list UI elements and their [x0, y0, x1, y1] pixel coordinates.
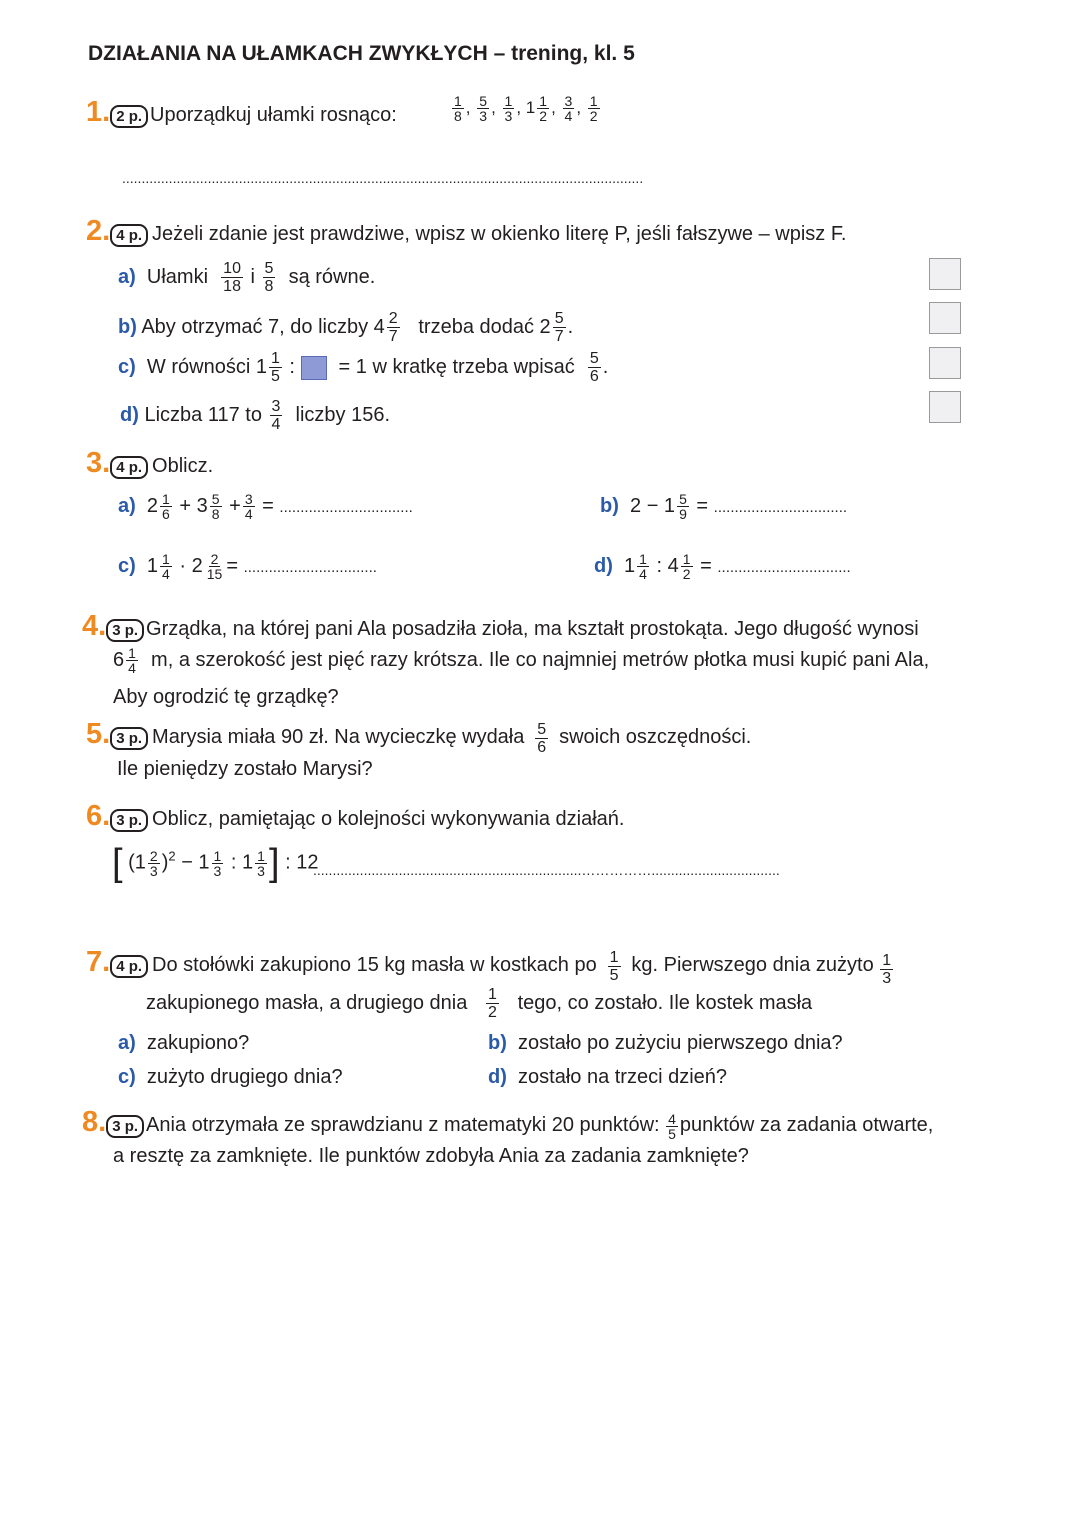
task-2	[86, 215, 846, 248]
fraction: $\frac{2}{7}$	[388, 310, 398, 345]
empty-square-box	[301, 356, 327, 380]
fraction: $\frac{5}{7}$	[554, 310, 564, 345]
fraction: $\frac{3}{4}$	[564, 93, 573, 124]
fraction: $\frac{4}{5}$	[668, 1111, 676, 1143]
fraction: $\frac{1}{5}$	[270, 350, 280, 385]
answer-box-b[interactable]	[929, 302, 961, 334]
fraction: $\frac{5}{8}$	[264, 260, 274, 295]
expression-d: d) 1 $\frac{1}{4}$ : 4 $\frac{1}{2}$ = ................................	[594, 551, 851, 582]
task-6	[86, 800, 624, 833]
task-3	[86, 447, 213, 480]
points-badge: 3 p.	[106, 619, 144, 642]
fraction: $\frac{5}{8}$	[211, 491, 220, 522]
task-text: Oblicz, pamiętając o kolejności wykonywania działań.	[152, 808, 625, 830]
fraction-list: $\frac{1}{8}$ , $\frac{5}{3}$ , $\frac{1}{3}$ , 1 $\frac{1}{2}$ , $\frac{3}{4}$ , $\frac{1}{2}$	[454, 93, 598, 124]
task-text: Grządka, na której pani Ala posadziła zioła, ma kształt prostokąta. Jego długość wynosi	[146, 618, 919, 640]
task-number: 4.	[82, 610, 107, 642]
question-d: d) zostało na trzeci dzień?	[488, 1066, 728, 1088]
answer-box-d[interactable]	[929, 391, 961, 423]
fraction: $\frac{5}{3}$	[479, 93, 488, 124]
fraction: $\frac{1}{5}$	[609, 949, 619, 985]
answer-line[interactable]: .....................................................................…………….................................	[313, 862, 780, 878]
answer-line[interactable]: ......................................................................................................................................	[122, 170, 644, 186]
fraction: $\frac{1}{4}$	[128, 645, 136, 676]
answer-dots[interactable]: ................................	[713, 498, 848, 516]
answer-box-a[interactable]	[929, 258, 961, 290]
task-5: 5. 3 p. Marysia miała 90 zł. Na wycieczkę wydała $\frac{5}{6}$ swoich oszczędności.	[86, 718, 752, 757]
task-text: Marysia miała 90 zł. Na wycieczkę wydała	[152, 726, 525, 748]
expression-a: a) 2 $\frac{1}{6}$ + 3 $\frac{5}{8}$ + $\frac{3}{4}$ = ................................	[118, 491, 413, 522]
task-number: 8.	[82, 1106, 107, 1138]
task-4-line-3: Aby ogrodzić tę grządkę?	[113, 686, 339, 708]
points-badge: 4 p.	[110, 955, 148, 978]
fraction: $\frac{5}{6}$	[537, 721, 547, 757]
task-text: Do stołówki zakupiono 15 kg masła w kostkach po	[152, 954, 597, 976]
points-badge: 2 p.	[110, 105, 148, 128]
statement-c: c) W równości 1 $\frac{1}{5}$ : = 1 w kratkę trzeba wpisać $\frac{5}{6}$ .	[118, 350, 609, 385]
task-1	[86, 96, 397, 129]
fraction: $\frac{3}{4}$	[271, 398, 281, 433]
task-number: 6.	[86, 800, 111, 832]
task-number: 2.	[86, 215, 111, 247]
fraction: $\frac{1}{6}$	[162, 491, 170, 522]
task-text: Jeżeli zdanie jest prawdziwe, wpisz w okienko literę P, jeśli fałszywe – wpisz F.	[152, 223, 847, 245]
points-badge: 4 p.	[110, 456, 148, 479]
points-badge: 3 p.	[106, 1115, 144, 1138]
fraction: $\frac{1}{3}$	[213, 847, 222, 879]
answer-dots[interactable]: ................................	[243, 558, 377, 576]
fraction: $\frac{2}{3}$	[149, 847, 158, 879]
question-b: b) zostało po zużyciu pierwszego dnia?	[488, 1032, 843, 1054]
fraction: $\frac{1}{3}$	[504, 93, 513, 124]
fraction: $\frac{1}{3}$	[257, 847, 265, 879]
task-4	[82, 610, 919, 643]
task-number: 7.	[86, 946, 111, 978]
fraction: $\frac{1}{2}$	[682, 551, 691, 582]
task-4-line-2: 6 $\frac{1}{4}$ m, a szerokość jest pięć razy krótsza. Ile co najmniej metrów płotka musi kupić pani Ala,	[113, 645, 930, 676]
points-badge: 3 p.	[110, 727, 148, 750]
expression-b: b) 2 − 1 $\frac{5}{9}$ = ................................	[600, 491, 848, 522]
task-7-line-2: zakupionego masła, a drugiego dnia $\frac{1}{2}$ tego, co zostało. Ile kostek masła	[146, 986, 813, 1021]
task-8-line-2: a resztę za zamknięte. Ile punktów zdobyła Ania za zadania zamknięte?	[113, 1145, 749, 1167]
fraction: $\frac{3}{4}$	[244, 491, 253, 522]
task-number: 5.	[86, 718, 111, 750]
task-text: Oblicz.	[152, 455, 214, 477]
task-text: Ania otrzymała ze sprawdzianu z matematyki 20 punktów:	[146, 1114, 660, 1136]
fraction: $\frac{10}{18}$	[223, 260, 241, 295]
task-number: 3.	[86, 447, 111, 479]
statement-d: d) Liczba 117 to $\frac{3}{4}$ liczby 156.	[120, 398, 391, 433]
question-c: c) zużyto drugiego dnia?	[118, 1066, 343, 1088]
fraction: $\frac{1}{4}$	[162, 551, 170, 582]
question-a: a) zakupiono?	[118, 1032, 250, 1054]
fraction: $\frac{1}{2}$	[488, 986, 497, 1021]
statement-b: b) Aby otrzymać 7, do liczby 4 $\frac{2}{7}$ trzeba dodać 2 $\frac{5}{7}$ .	[118, 310, 574, 345]
fraction: $\frac{1}{8}$	[454, 93, 462, 124]
points-badge: 4 p.	[110, 224, 148, 247]
task-number: 1.	[86, 96, 111, 128]
task-7: 7. 4 p. Do stołówki zakupiono 15 kg masła w kostkach po $\frac{1}{5}$ kg. Pierwszego dnia zużyto $\frac{1}{3}$	[86, 946, 892, 987]
fraction: $\frac{1}{3}$	[882, 952, 892, 987]
task-text: Uporządkuj ułamki rosnąco:	[150, 104, 397, 126]
answer-dots[interactable]: ................................	[279, 498, 413, 516]
answer-box-c[interactable]	[929, 347, 961, 379]
fraction: $\frac{5}{6}$	[589, 350, 599, 385]
fraction: $\frac{5}{9}$	[679, 491, 687, 522]
fraction: $\frac{1}{2}$	[589, 93, 598, 124]
task-5-line-2: Ile pieniędzy zostało Marysi?	[117, 758, 373, 780]
answer-dots[interactable]: ................................	[717, 558, 851, 576]
task-8: 8. 3 p. Ania otrzymała ze sprawdzianu z matematyki 20 punktów: $\frac{4}{5}$ punktów za zadania otwarte,	[82, 1106, 934, 1143]
fraction: $\frac{2}{15}$	[206, 551, 223, 582]
points-badge: 3 p.	[110, 809, 148, 832]
fraction: $\frac{1}{4}$	[639, 551, 647, 582]
page-title: DZIAŁANIA NA UŁAMKACH ZWYKŁYCH – trening, kl. 5	[88, 42, 635, 65]
expression-6: [ (1 $\frac{2}{3}$ )$^2$ − 1 $\frac{1}{3}$ : 1 $\frac{1}{3}$ ] : 12	[112, 842, 319, 884]
expression-c: c) 1 $\frac{1}{4}$ · 2 $\frac{2}{15}$ = ................................	[118, 551, 377, 582]
statement-a: a) Ułamki $\frac{10}{18}$ i $\frac{5}{8}$ są równe.	[118, 260, 376, 295]
fraction: $\frac{1}{2}$	[539, 93, 548, 124]
